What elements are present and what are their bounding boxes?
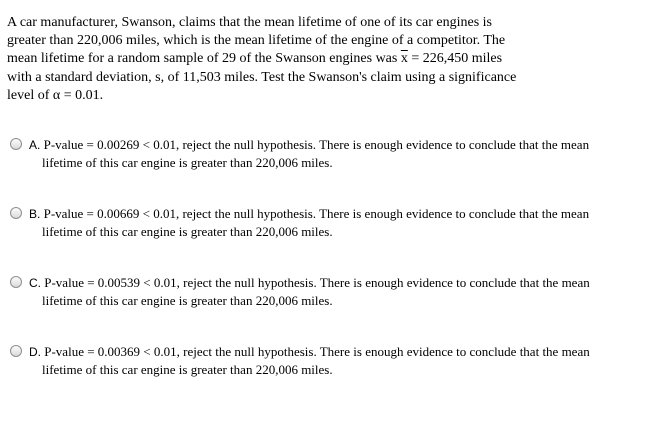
option-b-line-2: lifetime of this car engine is greater than 220,006 miles. bbox=[42, 224, 333, 239]
option-a-text[interactable] bbox=[29, 136, 659, 171]
question-line-3-pre: mean lifetime for a random sample of 29 of the Swanson engines was bbox=[7, 51, 401, 67]
option-b[interactable] bbox=[10, 205, 660, 274]
option-d-line-2: lifetime of this car engine is greater than 220,006 miles. bbox=[42, 362, 333, 377]
option-a-radio[interactable] bbox=[10, 138, 22, 150]
option-d-line-1: P-value = 0.00369 < 0.01, reject the null hypothesis. There is enough evidence to conclude that the mean bbox=[44, 344, 590, 359]
question-line-3 bbox=[7, 50, 547, 68]
option-a-letter: A. bbox=[29, 138, 41, 152]
option-c-line-1: P-value = 0.00539 < 0.01, reject the null hypothesis. There is enough evidence to conclude that the mean bbox=[44, 275, 590, 290]
question-line-5: level of α = 0.01. bbox=[7, 87, 104, 103]
question-text bbox=[7, 14, 547, 105]
option-c-radio[interactable] bbox=[10, 276, 22, 288]
option-c-line-2: lifetime of this car engine is greater than 220,006 miles. bbox=[42, 293, 333, 308]
option-d-text[interactable] bbox=[29, 343, 659, 378]
question-line-3-post: = 226,450 miles bbox=[407, 51, 503, 67]
option-b-letter: B. bbox=[29, 207, 41, 221]
option-c-letter: C. bbox=[29, 276, 41, 290]
option-c-text[interactable] bbox=[29, 274, 659, 309]
option-b-radio[interactable] bbox=[10, 207, 22, 219]
option-a[interactable] bbox=[10, 136, 660, 205]
question-line-2: greater than 220,006 miles, which is the mean lifetime of the engine of a competitor. The bbox=[7, 33, 506, 49]
option-a-line-1: P-value = 0.00269 < 0.01, reject the null hypothesis. There is enough evidence to conclude that the mean bbox=[43, 137, 590, 152]
question-line-4: with a standard deviation, s, of 11,503 miles. Test the Swanson's claim using a significance bbox=[7, 69, 517, 85]
answer-options bbox=[10, 136, 660, 412]
sample-mean-symbol: $\overline{x}$ bbox=[400, 51, 408, 67]
option-d-radio[interactable] bbox=[10, 345, 22, 357]
option-d-letter: D. bbox=[29, 345, 41, 359]
option-b-line-1: P-value = 0.00669 < 0.01, reject the null hypothesis. There is enough evidence to conclude that the mean bbox=[43, 206, 590, 221]
question-line-1: A car manufacturer, Swanson, claims that the mean lifetime of one of its car engines is bbox=[7, 15, 493, 30]
option-d[interactable] bbox=[10, 343, 660, 412]
option-b-text[interactable] bbox=[29, 205, 659, 240]
option-a-line-2: lifetime of this car engine is greater than 220,006 miles. bbox=[42, 155, 333, 170]
option-c[interactable] bbox=[10, 274, 660, 343]
